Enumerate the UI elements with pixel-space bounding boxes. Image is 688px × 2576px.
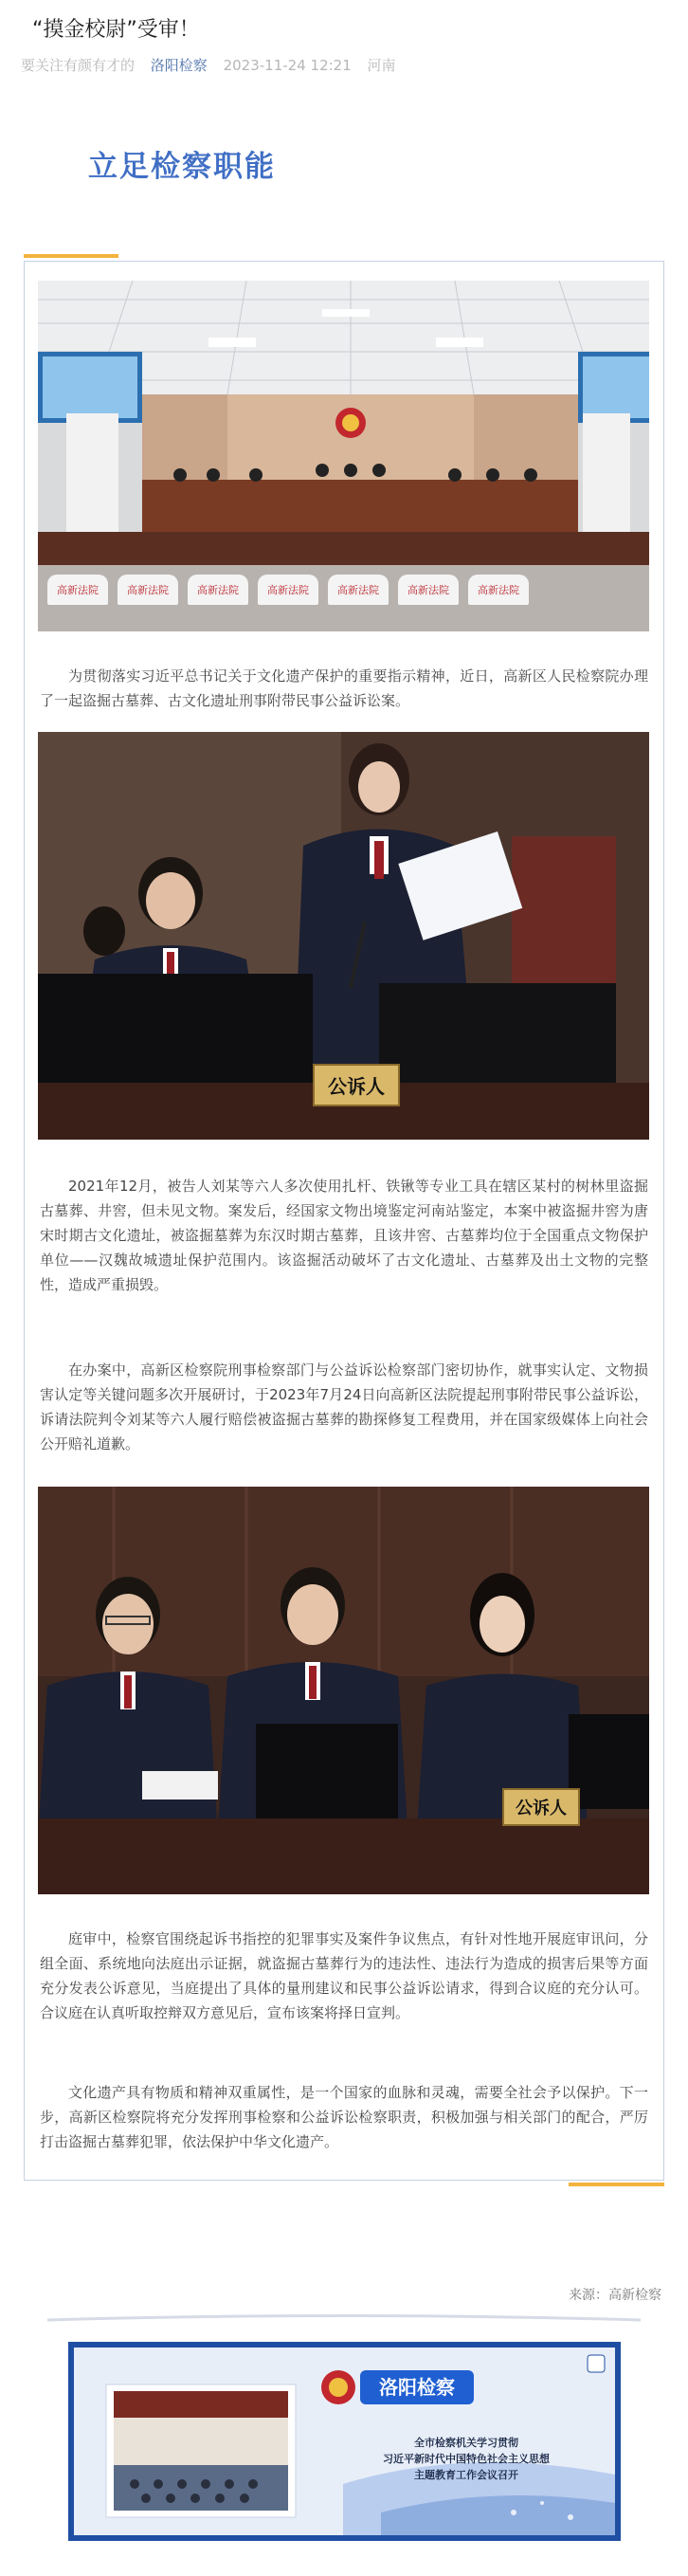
court-sign: 高新法院 bbox=[47, 575, 108, 605]
article-title: “摸金校尉”受审！ bbox=[32, 18, 200, 42]
paragraph-3: 在办案中，高新区检察院刑事检察部门与公益诉讼检察部门密切协作，就事实认定、文物损害认定等关键问题多次开展研讨，于2023年7月24日向高新区法院提起刑事附带民事公益诉讼，诉请法院判令刘某等六人履行赔偿被盗掘古墓葬的勘探修复工程费用，并在国家级媒体上向社会公开赔礼道歉。 bbox=[40, 1361, 648, 1452]
prosecutors-illustration bbox=[38, 1487, 649, 1894]
paragraph-4: 庭审中，检察官围绕起诉书指控的犯罪事实及案件争议焦点，有针对性地开展庭审讯问，分组全面、系统地向法庭出示证据，就盗掘古墓葬行为的违法性、违法行为造成的损害后果等方面充分发表公诉意见，当庭提出了具体的量刑建议和民事公益诉讼请求，得到合议庭的充分认可。合议庭在认真听取控辩双方意见后，宣布该案将择日宣判。 bbox=[40, 1930, 648, 2021]
paragraph-2: 2021年12月，被告人刘某等六人多次使用扎杆、铁锹等专业工具在辖区某村的树林里盗掘古墓葬、井窖，但未见文物。案发后，经国家文物出境鉴定河南站鉴定，本案中被盗掘井窖为唐宋时期古文化遗址，被盗掘墓葬为东汉时期古墓葬，且该井窖、古墓葬均位于全国重点文物保护单位——汉魏故城遗址保护范围内。该盗掘活动破坏了古文化遗址、古墓葬及出土文物的完整性，造成严重损毁。 bbox=[40, 1178, 648, 1293]
meta-location: 河南 bbox=[367, 57, 396, 74]
meta-datetime: 2023-11-24 12:21 bbox=[223, 57, 352, 74]
related-article-banner[interactable] bbox=[68, 2342, 621, 2541]
banner-line-2: 习近平新时代中国特色社会主义思想 bbox=[383, 2453, 550, 2465]
decor-bar-bottom bbox=[569, 2183, 664, 2186]
source-credit: 来源：高新检察 bbox=[569, 2288, 661, 2303]
court-sign: 高新法院 bbox=[468, 575, 529, 605]
court-sign: 高新法院 bbox=[328, 575, 389, 605]
court-sign: 高新法院 bbox=[398, 575, 459, 605]
court-sign: 高新法院 bbox=[188, 575, 248, 605]
decor-bar-top bbox=[24, 254, 118, 258]
audience-chairs bbox=[38, 569, 649, 631]
account-link[interactable]: 洛阳检察 bbox=[150, 57, 208, 74]
nameplate: 公诉人 bbox=[502, 1788, 580, 1826]
banner-line-1: 全市检察机关学习贯彻 bbox=[414, 2437, 518, 2449]
banner-headline bbox=[324, 2435, 608, 2483]
banner-brand: 洛阳检察 bbox=[379, 2376, 455, 2399]
prosecutors-seated-photo[interactable] bbox=[38, 1487, 649, 1894]
court-sign: 高新法院 bbox=[258, 575, 318, 605]
banner-line-3: 主题教育工作会议召开 bbox=[414, 2469, 518, 2481]
court-sign: 高新法院 bbox=[118, 575, 178, 605]
paragraph-5: 文化遗产具有物质和精神双重属性，是一个国家的血脉和灵魂，需要全社会予以保护。下一步，高新区检察院将充分发挥刑事检察和公益诉讼检察职责，积极加强与相关部门的配合，严厉打击盗掘古墓葬犯罪，依法保护中华文化遗产。 bbox=[40, 2084, 648, 2150]
meta-original: 要关注有颜有才的 bbox=[21, 57, 136, 74]
paragraph-1: 为贯彻落实习近平总书记关于文化遗产保护的重要指示精神，近日，高新区人民检察院办理了一起盗掘古墓葬、古文化遗址刑事附带民事公益诉讼案。 bbox=[40, 667, 648, 709]
prosecutor-reading-photo[interactable] bbox=[38, 732, 649, 1140]
article-meta bbox=[21, 55, 407, 75]
section-heading: 立足检察职能 bbox=[88, 150, 276, 184]
nameplate: 公诉人 bbox=[313, 1064, 400, 1106]
separator-wave bbox=[47, 2313, 641, 2327]
